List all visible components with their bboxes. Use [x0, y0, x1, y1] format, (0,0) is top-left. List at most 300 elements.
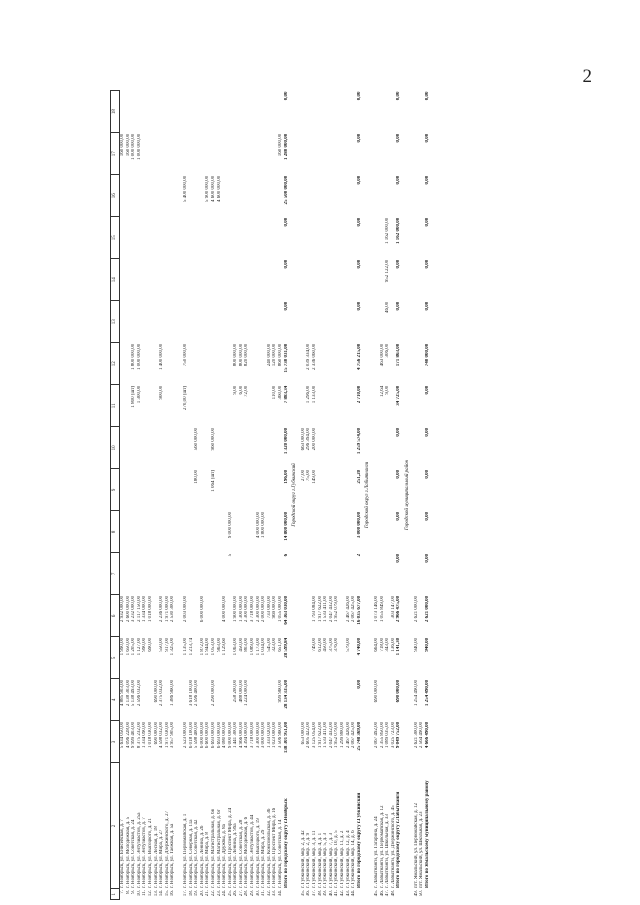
table-cell: 3 125 054,00 [312, 721, 317, 749]
row-address: г. Ноябрьск, ул. Ленина, д. 26 [199, 825, 205, 888]
table-cell: 2 067 425,00 [351, 595, 357, 623]
section-title-row [289, 91, 301, 900]
table-cell: 690 000,00 [153, 679, 159, 703]
row-number: 11. [142, 890, 148, 897]
total-cell: 0,00 [356, 91, 362, 101]
table-cell: 9,00 [233, 385, 239, 395]
total-cell: 0,00 [424, 469, 430, 479]
table-cell: 3 232 000,00 [131, 595, 137, 623]
row-address: г. Ноябрьск, ул. Дзержинского, д. 27 [164, 811, 170, 888]
column-header-9: 9 [111, 469, 120, 511]
total-cell: 0,00 [396, 511, 402, 521]
row-number: 20. [199, 890, 205, 897]
row-address: г. Губкинский, мкр. 4, д. 1 [317, 832, 323, 888]
row-number: 28. [244, 890, 250, 897]
table-cell: 1 053,00 [210, 637, 216, 656]
table-cell: 136,00 [390, 637, 396, 652]
table-cell: 4 885 903,00 [120, 679, 125, 707]
total-cell: 0,00 [356, 175, 362, 185]
table-cell: 488 000,00 [238, 679, 244, 703]
table-cell: 27,00 [300, 469, 306, 482]
table-cell: 2 067 425,00 [351, 721, 357, 749]
table-cell: 1 917 622,00 [317, 595, 323, 623]
table-cell: 1 971 000,00 [164, 595, 170, 623]
row-address: г. Лабытнанги, ул. Первомайская, д. 12 [379, 805, 385, 888]
section-title-row [362, 91, 374, 900]
total-cell: 0,00 [424, 259, 430, 269]
row-address: г. Ноябрьск, ул. Энтузиастов, д. 44 [250, 814, 256, 888]
total-cell: 0,00 [396, 301, 402, 311]
table-cell: 4 600 000,00 [216, 175, 222, 202]
table-cell: 4 600 000,00 [210, 175, 216, 202]
total-cell: 0,00 [396, 427, 402, 437]
column-header-4: 4 [111, 679, 120, 721]
table-cell: 323,00 [272, 637, 278, 652]
table-cell: 1 400 000,00 [159, 343, 165, 371]
table-cell: 450,00 [238, 637, 244, 652]
total-label: Итого по городскому округу г.Ноябрьск [283, 798, 289, 888]
table-cell: 820 000,00 [244, 343, 250, 367]
table-cell: 2 047 432,00 [328, 595, 334, 623]
table-cell: 72,00 [244, 385, 250, 398]
total-cell: 64 363 030,00 [283, 595, 289, 625]
total-cell: 740 000,00 [424, 343, 430, 367]
table-cell: 2 000 000,00 [261, 595, 267, 623]
row-address: г. Губкинский, мкр. 2, д. 9 [306, 832, 312, 888]
section-title: Городской округ г.Лабытнанги [365, 461, 371, 529]
row-number: 17. [182, 890, 188, 897]
table-cell: 2 300 000,00 [244, 595, 250, 623]
total-cell: 0,00 [424, 301, 430, 311]
total-cell: 0,00 [356, 259, 362, 269]
total-cell: 2 710,00 [356, 385, 362, 404]
table-cell: 2 138 303,00 [125, 679, 131, 707]
row-number: 41. [334, 890, 340, 897]
row-number: 35. [300, 890, 306, 897]
table-cell: 1 133,00 [312, 385, 317, 404]
table-cell: 1 018 000,00 [147, 595, 153, 623]
table-cell: 8 375 232,00 [136, 721, 142, 749]
table-cell: 4 966 000,00 [238, 721, 244, 749]
table-cell: 1 334 090,00 [142, 721, 148, 749]
total-cell: 0,00 [396, 133, 402, 143]
column-header-17: 17 [111, 133, 120, 175]
row-address: пгт. Ямальский, ул. Первомайская, д. 12 [413, 802, 419, 888]
table-cell: 990,00 [142, 637, 148, 652]
table-cell: 12,64 [379, 385, 385, 398]
row-address: г. Ноябрьск, ул. Комсомольская, д. 36 [266, 808, 272, 888]
column-header-11: 11 [111, 385, 120, 427]
row-number: 13. [153, 890, 159, 897]
total-cell: 940,00 [424, 637, 430, 652]
total-cell: 15 730 031,00 [283, 343, 289, 373]
table-cell: 545,00 [266, 637, 272, 652]
row-address: г. Ноябрьск, ул. Высоцкого, д. 21 [147, 818, 153, 888]
row-number: 43. [345, 890, 351, 897]
table-cell: 303 147,00 [390, 595, 396, 619]
table-cell: 160 000,00 [120, 133, 125, 157]
table-cell: 160 000,00 [278, 133, 284, 157]
section-title-row [402, 91, 414, 900]
table-cell: 550,00 [159, 637, 165, 652]
row-number: 44. [351, 890, 357, 897]
total-cell: 0,00 [356, 133, 362, 143]
table-cell: 5 900 000,00 [205, 175, 211, 202]
table-cell: 663 000,00 [300, 427, 306, 451]
row-number: 40. [328, 890, 334, 897]
table-cell: 1 000 000,00 [136, 133, 142, 160]
table-cell: 1 333 020,00 [266, 721, 272, 749]
table-cell: 270,00 (шт) [182, 385, 188, 411]
table-cell: 1 334 000,00 [142, 595, 148, 623]
row-number: 27. [238, 890, 244, 897]
table-cell: 803,00 [244, 637, 250, 652]
column-header-7: 7 [111, 553, 120, 595]
table-cell: 1 055 849,00 [379, 595, 385, 623]
section-title: Городской округ г.Губкинский [292, 463, 298, 527]
total-cell: 0,00 [424, 133, 430, 143]
row-address: г. Губкинский, мкр. 7, д. 3 [328, 832, 334, 888]
total-cell: 9 049 752,00 [396, 721, 402, 749]
total-cell: 28 599,84 [283, 637, 289, 658]
table-cell: 6 693 000,00 [216, 721, 222, 749]
table-cell: 800 000,00 [238, 343, 244, 367]
table-cell: 9 000 000,00 [227, 721, 233, 749]
table-cell: 1 386 960,00 [170, 679, 176, 707]
total-cell: 16 035 677,00 [356, 595, 362, 625]
row-number: 48. [390, 890, 396, 897]
table-cell: 733 000,00 [266, 595, 272, 619]
table-cell: 1 917 622,00 [317, 721, 323, 749]
row-number: 38. [317, 890, 323, 897]
table-cell: 1 800 000,00 [261, 511, 267, 539]
table-cell: 1 325,00 [170, 637, 176, 656]
table-cell: 2 564 490,00 [419, 721, 425, 749]
table-cell: 1 300 000,00 [238, 595, 244, 623]
table-cell: 2 530 300,00 [170, 595, 176, 623]
row-number: 16. [170, 890, 176, 897]
table-cell: 1 441 300,00 [233, 721, 239, 749]
table-cell: 4 080 000,00 [222, 721, 228, 749]
total-label: Итого по городскому округу г.Лабытнанги [396, 791, 402, 888]
table-cell: 612,00 [317, 637, 323, 652]
total-cell: 690 000,00 [396, 679, 402, 703]
total-cell: 0,00 [356, 679, 362, 689]
row-address: г. Губкинский, мкр. 2, д. 42 [300, 830, 306, 888]
row-number: 15. [164, 890, 170, 897]
row-address: г. Лабытнанги, ул. Гагарина, д. 24 [373, 816, 379, 888]
row-number: 25. [227, 890, 233, 897]
column-header-16: 16 [111, 175, 120, 217]
table-cell: 860 000,00 [278, 343, 284, 367]
row-number: 37. [312, 890, 317, 897]
table-cell: 579,00 [345, 637, 351, 652]
table-cell: 1 900 000,00 [233, 595, 239, 623]
total-cell: 0,00 [396, 91, 402, 101]
row-address: г. Ноябрьск, ул. Енисейская, д. 7 [120, 819, 125, 888]
table-cell: 960 000,00 [210, 427, 216, 451]
table-cell: 1 296,00 [306, 385, 312, 404]
table-cell: 900,00 [159, 385, 165, 400]
table-cell: 1 224 000,00 [244, 679, 250, 707]
table-cell: 6 000 000,00 [199, 721, 205, 749]
column-header-1: 1 [111, 889, 120, 900]
total-cell: 34 725,00 [396, 385, 402, 406]
table-cell: 46,00 [385, 301, 391, 314]
row-number: 34. [278, 890, 284, 897]
table-cell: 917,00 [164, 637, 170, 652]
total-cell [425, 889, 431, 900]
row-number: 30. [255, 890, 261, 897]
row-number: 19. [194, 890, 200, 897]
table-cell: 450,00 [323, 637, 329, 652]
total-cell: 1 259 574,00 [356, 427, 362, 455]
table-cell: 5 400 000,00 [182, 175, 188, 202]
table-cell: 1 018 030,00 [147, 721, 153, 749]
row-number: 31. [261, 890, 267, 897]
table-cell: 2 355 850,00 [379, 721, 385, 749]
table-cell: 1 064 (шт) [210, 469, 216, 492]
row-address: г. Ноябрьск, ул. Магистральная, д. 6в [210, 808, 216, 888]
table-cell: 6 000 000,00 [199, 595, 205, 623]
table-cell: 3 718 000,00 [250, 595, 256, 623]
row-address: г. Ноябрьск, ул. Дружбы, д. 8а [222, 824, 228, 888]
total-cell: 138 301 951,00 [283, 721, 289, 754]
row-address: г. Ноябрьск, ул. Советская, д. 28 [238, 819, 244, 888]
table-cell: 1 971 030,00 [164, 721, 170, 749]
total-cell: 1 320 000,00 [283, 427, 289, 455]
table-cell: 3 957 905,00 [170, 721, 176, 749]
table-cell: 1 800 000,00 [131, 343, 137, 371]
table-cell: 4 000 000,00 [222, 595, 228, 623]
total-label: Итого по городскому округу г.Губкинский [356, 792, 362, 888]
row-number: 42. [339, 890, 345, 897]
row-address: пгт. Ямальский, ул. Школьная, д. 23 [419, 811, 425, 888]
table-cell: 4 000 000,00 [255, 511, 261, 539]
row-address: г. Губкинский, мкр. 11, д. 2 [339, 830, 345, 888]
total-cell: 0,00 [424, 217, 430, 227]
row-number: 29. [250, 890, 256, 897]
table-cell: 1 990,00 [120, 637, 125, 656]
table-cell: 1 173,00 [255, 637, 261, 656]
row-number: 24. [222, 890, 228, 897]
total-row [425, 91, 431, 900]
table-cell: 5 634 050,00 [120, 721, 125, 749]
table-cell: 718,00 [379, 637, 385, 652]
column-header-8: 8 [111, 511, 120, 553]
total-cell: 0,00 [424, 511, 430, 521]
table-cell: 120 000,00 [272, 343, 278, 367]
total-cell: 14 800 000,00 [283, 511, 289, 541]
column-header-3: 3 [111, 721, 120, 763]
table-cell: 6 693 000,00 [210, 721, 216, 749]
column-header-15: 15 [111, 217, 120, 259]
row-address: г. Ноябрьск, ул. Мира, д. 29 [261, 829, 267, 888]
table-cell: 1 063,00 [233, 637, 239, 656]
total-label: Итого по Ямальскому муниципальному району [424, 780, 430, 888]
table-cell: 5 138 493,00 [131, 679, 137, 707]
table-cell: 3 618 100,00 [188, 679, 194, 707]
table-cell: 1 872,00 [199, 637, 205, 656]
row-number: 21. [205, 890, 211, 897]
row-address: г. Ноябрьск, ул. Проспект Мира, д. 16 [272, 807, 278, 888]
total-cell: 0,00 [396, 259, 402, 269]
total-cell: 0,00 [356, 217, 362, 227]
table-cell: 560 000,00 [194, 427, 200, 451]
total-cell: 0,00 [424, 91, 430, 101]
total-cell: 0,00 [396, 175, 402, 185]
table-cell: 1 023 000,00 [272, 721, 278, 749]
table-cell: 690,00 [147, 637, 153, 652]
table-cell: 653 000,00 [300, 721, 306, 745]
row-address: г. Ноябрьск, ул. Энтузиастов, д. 25а [136, 812, 142, 888]
total-cell: 0,00 [283, 91, 289, 101]
table-cell: 940,00 [413, 637, 419, 652]
total-cell: 2 966 475,00 [396, 595, 402, 623]
table-cell: 240 000,00 [266, 343, 272, 367]
row-address: г. Ноябрьск, ул. Мира, д. 8 [205, 832, 211, 888]
table-cell: 6,00 [238, 385, 244, 395]
table-cell: 1 793 084,00 [312, 595, 317, 623]
table-cell: 2 003 000,00 [182, 595, 188, 623]
table-cell: 463 000,00 [379, 343, 385, 367]
table-cell: 2 596 400,00 [194, 679, 200, 707]
total-cell: 2 621 000,00 [424, 595, 430, 623]
row-number: 47. [385, 890, 391, 897]
table-cell: 180,00 [194, 469, 200, 484]
table-cell: 4 096 228,00 [125, 721, 131, 749]
table-cell: 5 [227, 553, 233, 557]
table-cell: 1 089 035,00 [385, 721, 391, 749]
table-cell: 110,00 [272, 385, 278, 400]
table-cell: 3 718 000,00 [250, 721, 256, 749]
row-number: 14. [159, 890, 165, 897]
row-number: 23. [216, 890, 222, 897]
total-cell: 196,00 [283, 469, 289, 484]
table-cell: 3 000 000,00 [261, 721, 267, 749]
total-cell: 4 740,00 [356, 637, 362, 656]
row-number: 9. [131, 890, 137, 894]
table-cell: 1 162 000,00 [385, 217, 391, 244]
total-cell: 25 748 369,00 [356, 721, 362, 751]
table-cell: 3 025 723,00 [390, 721, 396, 749]
row-number: 45. [373, 890, 379, 897]
table-cell: 9 000 000,00 [227, 511, 233, 539]
table-cell: 3 300 000,00 [255, 721, 261, 749]
column-header-13: 13 [111, 301, 120, 343]
table-cell: 160 000,00 [125, 133, 131, 157]
total-cell: 0,00 [396, 469, 402, 479]
table-cell: 651,00 [278, 637, 284, 652]
table-cell: 1 213,74 [188, 637, 194, 656]
row-address: г. Ноябрьск, ул. Проспект Мира, д. 24 [227, 807, 233, 888]
table-cell: 9 999 403,00 [131, 721, 137, 749]
row-number: 26. [233, 890, 239, 897]
page-number: 2 [582, 66, 592, 87]
row-address: г. Губкинский, мкр. 5, д. 3 [323, 832, 329, 888]
row-address: г. Лабытнанги, ул. Школьная, д. 33 [385, 814, 391, 888]
total-cell: 0,00 [424, 553, 430, 563]
table-cell: 1 944,00 [205, 637, 211, 656]
table-cell: 5 598 400,00 [194, 721, 200, 749]
row-address: г. Ноябрьск, ул. Магистральная, д. 6г [216, 809, 222, 888]
row-address: г. Губкинский, мкр. 10, д. 5 [334, 830, 340, 888]
row-number: 50. [419, 890, 425, 897]
column-header-12: 12 [111, 343, 120, 385]
table-cell: 4 394 000,00 [244, 721, 250, 749]
row-number: 32. [266, 890, 272, 897]
table-cell: 375,00 [328, 637, 334, 652]
row-address: г. Губкинский, мкр. 12, д. 4 [345, 830, 351, 888]
table-cell: 376,00 [334, 637, 340, 652]
column-header-10: 10 [111, 427, 120, 469]
header-row [111, 91, 120, 900]
total-cell: 0,00 [283, 301, 289, 311]
total-cell: 28 134 335,00 [283, 679, 289, 709]
table-cell: 1 034,00 [261, 637, 267, 656]
total-cell: 0,00 [396, 553, 402, 563]
row-address: г. Ноябрьск, ул. Ленина, д. 99а [233, 823, 239, 888]
row-address: г. Ноябрьск, ул. Советская, д. 42 [194, 819, 200, 888]
table-cell: 999 960,00 [278, 679, 284, 703]
row-number: 7. [120, 890, 125, 894]
table-cell: 2 067 492,00 [373, 721, 379, 749]
total-cell: 1 162 000,00 [396, 217, 402, 244]
row-address: г. Ноябрьск, ул. Первомайская, д. 1 [182, 813, 188, 888]
table-cell: 2 605 422,00 [306, 721, 312, 749]
total-cell: 1 141,30 [396, 637, 402, 656]
total-cell: 171 863,00 [396, 343, 402, 367]
table-cell: 1 800 (шт) [131, 385, 137, 408]
total-cell: 0,00 [283, 259, 289, 269]
row-address: г. Ноябрьск, ул. Молодёжная, д. 5 [125, 816, 131, 888]
table-cell: 75,00 [306, 469, 312, 482]
table-cell: 1 135,00 [182, 637, 188, 656]
row-number: 22. [210, 890, 216, 897]
total-cell: 251,20 [356, 469, 362, 484]
table-cell: 1 127,00 [136, 637, 142, 656]
row-number: 36. [306, 890, 312, 897]
row-number: 8. [125, 890, 131, 894]
table-cell: 2 621 300,00 [413, 721, 419, 749]
table-cell: 952 122,00 [385, 259, 391, 283]
table-cell: 2 467 426,00 [345, 595, 351, 623]
row-number: 33. [272, 890, 278, 897]
row-address: г. Ноябрьск, ул. Советская, д. 14 [278, 819, 284, 888]
total-cell: 25 500 000,00 [283, 175, 289, 205]
table-cell: 360,00 [278, 385, 284, 400]
total-cell: 6 [283, 553, 289, 557]
table-cell: 1 073 146,00 [373, 595, 379, 623]
table-cell: 2 932 000,00 [120, 595, 125, 623]
table-cell: 1 533 411,00 [323, 721, 329, 748]
row-address: г. Губкинский, мкр. 3, д. 11 [312, 830, 317, 888]
table-cell: 800 000,00 [233, 343, 239, 367]
table-cell: 2 290 000,00 [210, 679, 216, 707]
table-cell: 6 018 100,00 [188, 721, 194, 749]
table-cell: 149,00 [312, 469, 317, 484]
table-cell: 1 300,00 [136, 385, 142, 404]
total-cell: 1 254 490,00 [424, 679, 430, 707]
table-cell: 1 000 000,00 [136, 343, 142, 371]
total-cell: 0,00 [356, 301, 362, 311]
table-cell: 1 299 800,00 [339, 721, 345, 749]
total-cell: 4 666 490,00 [424, 721, 430, 749]
table-cell: 664,00 [373, 637, 379, 652]
row-number: 49. [413, 890, 419, 897]
data-table [110, 90, 430, 900]
table-cell: 1 129,60 [222, 637, 228, 656]
